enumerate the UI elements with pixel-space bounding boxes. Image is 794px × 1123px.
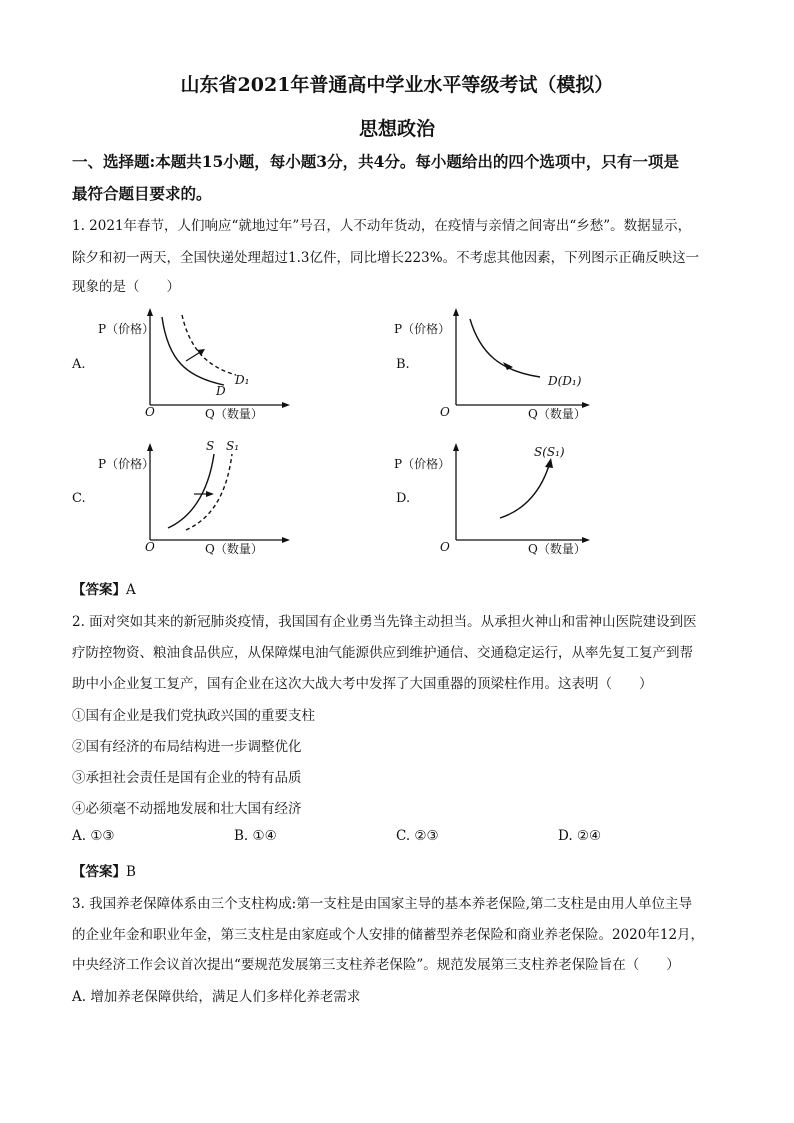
x-axis-arrow	[282, 402, 290, 408]
curve-label-s-s1: S(S₁)	[534, 445, 565, 459]
x-axis-label: Q（数量）	[528, 542, 586, 556]
answer-value: B	[126, 864, 136, 880]
page-subtitle: 思想政治	[358, 118, 435, 140]
x-axis-arrow	[282, 537, 290, 543]
q3-option-a: A. 增加养老保障供给，满足人们多样化养老需求	[72, 989, 361, 1005]
q1-graph-c	[90, 440, 290, 560]
q1-text-line1: 1. 2021年春节，人们响应“就地过年”号召，人不动年货动，在疫情与亲情之间寄出“乡愁”。数据显示，	[72, 218, 692, 234]
origin-label: O	[440, 405, 450, 419]
demand-curve-d1	[182, 315, 236, 375]
y-axis-label: P（价格）	[98, 322, 155, 336]
supply-curve-s1	[186, 454, 232, 530]
answer-value: A	[126, 582, 136, 598]
q3-text-line3: 中央经济工作会议首次提出“要规范发展第三支柱养老保险”。规范发展第三支柱养老保险旨在（ ）	[72, 957, 680, 973]
origin-label: O	[145, 540, 155, 554]
shift-arrow-head	[197, 349, 205, 356]
supply-curve-s	[500, 462, 550, 518]
x-axis-label: Q（数量）	[205, 407, 263, 420]
q2-statement-1: ①国有企业是我们党执政兴国的重要支柱	[72, 708, 315, 724]
q1-text-line2: 除夕和初一两天，全国快递处理超过1.3亿件，同比增长223%。不考虑其他因素，下列图示正确反映这一	[72, 250, 700, 266]
y-axis-label: P（价格）	[98, 457, 155, 471]
q1-option-d-label: D.	[396, 491, 411, 506]
section-heading-line2: 最符合题目要求的。	[72, 184, 212, 203]
q3-text-line2: 的企业年金和职业年金，第三支柱是由家庭或个人安排的储蓄型养老保险和商业养老保险。2020年12月，	[72, 927, 705, 943]
x-axis-label: Q（数量）	[205, 542, 263, 556]
q1-graph-b	[390, 305, 600, 420]
y-axis-arrow	[147, 443, 153, 451]
q2-text-line2: 疗防控物资、粮油食品供应，从保障煤电油气能源供应到维护通信、交通稳定运行，从率先复工复产到帮	[72, 645, 693, 661]
answer-tag: 【答案】	[72, 864, 126, 880]
q1-option-b-label: B.	[396, 357, 410, 372]
page-title: 山东省2021年普通高中学业水平等级考试（模拟）	[180, 74, 614, 96]
q1-option-c-label: C.	[72, 491, 86, 506]
shift-arrow-head	[206, 491, 214, 497]
supply-curve-s	[168, 454, 214, 528]
section-heading-line1: 一、选择题:本题共15小题，每小题3分，共4分。每小题给出的四个选项中，只有一项是	[72, 152, 679, 171]
y-axis-arrow	[453, 308, 459, 316]
curve-label-d: D	[216, 384, 226, 398]
curve-label-d1: D₁	[235, 373, 250, 387]
curve-label-d-d1: D(D₁)	[548, 374, 582, 388]
q2-statement-3: ③承担社会责任是国有企业的特有品质	[72, 770, 302, 786]
demand-curve-d	[470, 319, 540, 377]
y-axis-arrow	[147, 308, 153, 316]
q2-option-a: A. ①③	[72, 828, 115, 844]
demand-curve-d	[162, 317, 224, 385]
x-axis-label: Q（数量）	[528, 407, 586, 420]
q2-option-b: B. ①④	[234, 828, 277, 844]
q1-graph-a	[90, 305, 290, 420]
origin-label: O	[440, 540, 450, 554]
q1-answer	[72, 578, 136, 598]
answer-tag: 【答案】	[72, 582, 126, 598]
curve-arrow	[545, 458, 553, 468]
curve-label-s1: S₁	[226, 440, 240, 453]
origin-label: O	[145, 405, 155, 419]
q2-option-c: C. ②③	[396, 828, 439, 844]
q2-statement-4: ④必须毫不动摇地发展和壮大国有经济	[72, 801, 302, 817]
y-axis-arrow	[453, 443, 459, 451]
q2-answer	[72, 860, 136, 880]
q2-text-line1: 2. 面对突如其来的新冠肺炎疫情，我国国有企业勇当先锋主动担当。从承担火神山和雷神山医院建设到医	[72, 614, 697, 630]
q1-option-a-label: A.	[72, 357, 86, 372]
q1-graph-d	[390, 440, 600, 560]
curve-label-s: S	[206, 440, 215, 453]
q2-option-d: D. ②④	[558, 828, 602, 844]
q1-text-line3: 现象的是（ ）	[72, 279, 180, 295]
y-axis-label: P（价格）	[394, 322, 451, 336]
q3-text-line1: 3. 我国养老保障体系由三个支柱构成:第一支柱是由国家主导的基本养老保险,第二支柱是由用人单位主导	[72, 896, 693, 912]
q2-text-line3: 助中小企业复工复产，国有企业在这次大战大考中发挥了大国重器的顶梁柱作用。这表明（ ）	[72, 676, 653, 692]
q2-statement-2: ②国有经济的布局结构进一步调整优化	[72, 739, 302, 755]
y-axis-label: P（价格）	[394, 457, 451, 471]
